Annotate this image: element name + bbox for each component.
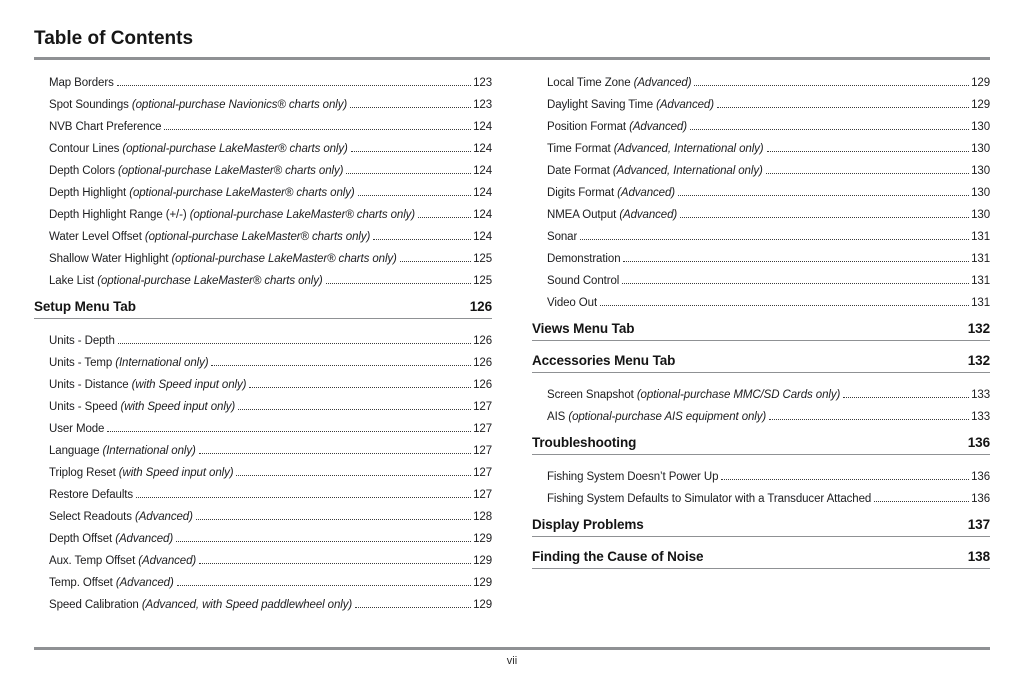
toc-entry-label: Triplog Reset (with Speed input only) (49, 467, 234, 479)
toc-entry-page: 125 (473, 253, 492, 265)
toc-entry-page: 126 (473, 335, 492, 347)
toc-section-label: Views Menu Tab (532, 321, 635, 336)
toc-entry-qualifier: (International only) (112, 357, 209, 369)
toc-entry-qualifier: (International only) (99, 445, 196, 457)
dot-leader (874, 501, 969, 502)
toc-entry-row (34, 177, 492, 199)
toc-section-label: Display Problems (532, 517, 644, 532)
dot-leader (199, 453, 471, 454)
dot-leader (249, 387, 471, 388)
dot-leader (680, 217, 969, 218)
toc-entry-label: Select Readouts (Advanced) (49, 511, 193, 523)
toc-entry-row (34, 111, 492, 133)
toc-entry-page: 127 (473, 401, 492, 413)
toc-entry-label: Screen Snapshot (optional-purchase MMC/SD Cards only) (547, 389, 841, 401)
toc-entry-page: 124 (473, 209, 492, 221)
toc-section-label: Finding the Cause of Noise (532, 549, 704, 564)
toc-entry-label: NMEA Output (Advanced) (547, 209, 678, 221)
toc-entry-qualifier: (optional-purchase MMC/SD Cards only) (633, 389, 841, 401)
dot-leader (164, 129, 471, 130)
toc-section-page: 132 (967, 353, 990, 368)
dot-leader (355, 607, 471, 608)
toc-entry-row (34, 501, 492, 523)
toc-entry-qualifier: (with Speed input only) (115, 467, 234, 479)
toc-entry-label: Aux. Temp Offset (Advanced) (49, 555, 197, 567)
toc-entry-page: 127 (473, 467, 492, 479)
toc-entry-qualifier: (optional-purchase LakeMaster® charts only) (168, 253, 397, 265)
toc-section-row (532, 321, 990, 341)
toc-entry-page: 128 (473, 511, 492, 523)
toc-entry-label: Depth Colors (optional-purchase LakeMaster® charts only) (49, 165, 344, 177)
toc-entry-row (34, 567, 492, 589)
toc-entry-label: Restore Defaults (49, 489, 134, 501)
toc-entry-label: Fishing System Doesn’t Power Up (547, 471, 719, 483)
toc-section-row (532, 549, 990, 569)
toc-entry-qualifier: (Advanced) (135, 555, 197, 567)
toc-entry-row (34, 325, 492, 347)
toc-entry-row (532, 67, 990, 89)
dot-leader (400, 261, 471, 262)
toc-entry-label: Units - Depth (49, 335, 115, 347)
dot-leader (236, 475, 471, 476)
toc-entry-page: 127 (473, 423, 492, 435)
toc-entry-row (532, 265, 990, 287)
toc-entry-row (532, 401, 990, 423)
toc-column-right (532, 67, 990, 611)
toc-entry-row (34, 479, 492, 501)
dot-leader (622, 283, 969, 284)
toc-section-label: Setup Menu Tab (34, 299, 136, 314)
toc-entry-row (532, 221, 990, 243)
toc-section-page: 138 (967, 549, 990, 564)
toc-entry-row (34, 243, 492, 265)
dot-leader (199, 563, 471, 564)
toc-entry-label: Time Format (Advanced, International only) (547, 143, 764, 155)
toc-entry-label: Date Format (Advanced, International only) (547, 165, 763, 177)
toc-entry-label: Video Out (547, 297, 598, 309)
toc-entry-row (532, 155, 990, 177)
toc-entry-qualifier: (optional-purchase AIS equipment only) (565, 411, 767, 423)
toc-entry-label: Depth Offset (Advanced) (49, 533, 174, 545)
dot-leader (107, 431, 471, 432)
toc-entry-qualifier: (Advanced, International only) (610, 143, 764, 155)
toc-entry-label: Fishing System Defaults to Simulator with a Transducer Attached (547, 493, 872, 505)
toc-entry-page: 129 (971, 77, 990, 89)
toc-entry-row (532, 483, 990, 505)
toc-entry-label: Daylight Saving Time (Advanced) (547, 99, 714, 111)
toc-entry-page: 129 (473, 555, 492, 567)
toc-entry-page: 136 (971, 493, 990, 505)
dot-leader (346, 173, 471, 174)
dot-leader (238, 409, 471, 410)
toc-entry-label: Language (International only) (49, 445, 196, 457)
toc-entry-page: 129 (473, 577, 492, 589)
toc-entry-page: 136 (971, 471, 990, 483)
toc-entry-label: Lake List (optional-purchase LakeMaster® charts only) (49, 275, 323, 287)
toc-entry-qualifier: (Advanced) (616, 209, 678, 221)
toc-section-page: 137 (967, 517, 990, 532)
toc-entry-page: 131 (971, 275, 990, 287)
dot-leader (843, 397, 969, 398)
toc-entry-page: 124 (473, 231, 492, 243)
toc-entry-row (34, 369, 492, 391)
toc-entry-qualifier: (Advanced, with Speed paddlewheel only) (138, 599, 353, 611)
toc-page (0, 28, 1024, 611)
toc-entry-qualifier: (Advanced) (630, 77, 692, 89)
toc-entry-label: AIS (optional-purchase AIS equipment only) (547, 411, 767, 423)
toc-entry-qualifier: (Advanced) (653, 99, 714, 111)
toc-entry-row (34, 133, 492, 155)
page-footer (34, 647, 990, 667)
toc-entry-label: User Mode (49, 423, 105, 435)
toc-entry-page: 130 (971, 187, 990, 199)
toc-section-row (532, 517, 990, 537)
toc-entry-qualifier: (optional-purchase Navionics® charts only) (128, 99, 348, 111)
toc-entry-row (34, 155, 492, 177)
toc-entry-row (532, 133, 990, 155)
toc-entry-qualifier: (optional-purchase LakeMaster® charts only) (186, 209, 416, 221)
toc-entry-label: Sonar (547, 231, 578, 243)
toc-entry-row (34, 347, 492, 369)
dot-leader (136, 497, 471, 498)
dot-leader (358, 195, 472, 196)
toc-entry-qualifier: (with Speed input only) (117, 401, 236, 413)
toc-entry-page: 127 (473, 445, 492, 457)
toc-entry-row (34, 435, 492, 457)
toc-entry-label: NVB Chart Preference (49, 121, 162, 133)
toc-entry-page: 129 (473, 533, 492, 545)
dot-leader (766, 173, 969, 174)
toc-entry-page: 123 (473, 77, 492, 89)
page-number: vii (506, 655, 518, 667)
toc-entry-row (532, 243, 990, 265)
toc-entry-row (532, 287, 990, 309)
toc-entry-page: 129 (971, 99, 990, 111)
toc-entry-label: Depth Highlight Range (+/-) (optional-purchase LakeMaster® charts only) (49, 209, 416, 221)
toc-entry-page: 130 (971, 165, 990, 177)
toc-entry-label: Digits Format (Advanced) (547, 187, 675, 199)
toc-entry-row (34, 265, 492, 287)
toc-entry-qualifier: (with Speed input only) (128, 379, 247, 391)
toc-entry-page: 124 (473, 165, 492, 177)
toc-entry-label: Contour Lines (optional-purchase LakeMaster® charts only) (49, 143, 348, 155)
toc-entry-row (34, 523, 492, 545)
toc-entry-row (532, 177, 990, 199)
toc-entry-row (532, 89, 990, 111)
toc-entry-label: Units - Distance (with Speed input only) (49, 379, 247, 391)
toc-section-label: Accessories Menu Tab (532, 353, 676, 368)
toc-entry-page: 133 (971, 389, 990, 401)
dot-leader (717, 107, 969, 108)
footer-rule (34, 647, 990, 650)
toc-entry-label: Temp. Offset (Advanced) (49, 577, 174, 589)
toc-columns (34, 67, 990, 611)
dot-leader (326, 283, 472, 284)
toc-entry-label: Units - Temp (International only) (49, 357, 209, 369)
toc-entry-qualifier: (optional-purchase LakeMaster® charts only) (114, 165, 344, 177)
toc-entry-qualifier: (optional-purchase LakeMaster® charts only) (126, 187, 355, 199)
toc-entry-label: Speed Calibration (Advanced, with Speed paddlewheel only) (49, 599, 353, 611)
toc-entry-row (34, 589, 492, 611)
toc-entry-row (34, 413, 492, 435)
toc-entry-qualifier: (Advanced) (112, 533, 174, 545)
toc-entry-page: 126 (473, 379, 492, 391)
toc-entry-row (34, 199, 492, 221)
toc-section-page: 136 (967, 435, 990, 450)
dot-leader (373, 239, 471, 240)
toc-entry-qualifier: (Advanced) (614, 187, 675, 199)
toc-entry-page: 130 (971, 143, 990, 155)
toc-column-left (34, 67, 492, 611)
toc-entry-label: Demonstration (547, 253, 621, 265)
toc-entry-row (34, 67, 492, 89)
dot-leader (678, 195, 969, 196)
dot-leader (177, 585, 471, 586)
toc-entry-page: 131 (971, 297, 990, 309)
toc-entry-qualifier: (Advanced, International only) (609, 165, 763, 177)
dot-leader (580, 239, 969, 240)
toc-entry-page: 124 (473, 121, 492, 133)
toc-entry-qualifier: (optional-purchase LakeMaster® charts only) (141, 231, 371, 243)
toc-entry-qualifier: (Advanced) (131, 511, 193, 523)
toc-entry-page: 127 (473, 489, 492, 501)
toc-entry-row (34, 545, 492, 567)
toc-entry-row (34, 391, 492, 413)
toc-entry-page: 125 (473, 275, 492, 287)
dot-leader (690, 129, 969, 130)
dot-leader (350, 107, 471, 108)
dot-leader (211, 365, 471, 366)
toc-entry-qualifier: (optional-purchase LakeMaster® charts only) (94, 275, 323, 287)
dot-leader (118, 343, 471, 344)
toc-section-row (532, 353, 990, 373)
toc-entry-label: Position Format (Advanced) (547, 121, 687, 133)
toc-entry-row (34, 89, 492, 111)
toc-entry-qualifier: (optional-purchase LakeMaster® charts only) (119, 143, 348, 155)
toc-entry-label: Units - Speed (with Speed input only) (49, 401, 236, 413)
dot-leader (351, 151, 471, 152)
toc-entry-row (34, 457, 492, 479)
toc-entry-row (532, 461, 990, 483)
toc-section-row (34, 299, 492, 319)
toc-entry-page: 126 (473, 357, 492, 369)
toc-entry-row (532, 379, 990, 401)
toc-entry-label: Water Level Offset (optional-purchase LakeMaster® charts only) (49, 231, 371, 243)
dot-leader (196, 519, 471, 520)
toc-entry-label: Spot Soundings (optional-purchase Navionics® charts only) (49, 99, 348, 111)
toc-entry-page: 130 (971, 209, 990, 221)
toc-entry-label: Map Borders (49, 77, 114, 89)
toc-entry-row (34, 221, 492, 243)
title-rule (34, 57, 990, 60)
toc-section-label: Troubleshooting (532, 435, 637, 450)
toc-entry-label: Local Time Zone (Advanced) (547, 77, 692, 89)
page-title: Table of Contents (34, 28, 194, 49)
toc-entry-page: 129 (473, 599, 492, 611)
toc-entry-page: 123 (473, 99, 492, 111)
toc-section-page: 132 (967, 321, 990, 336)
toc-entry-page: 131 (971, 231, 990, 243)
toc-entry-label: Depth Highlight (optional-purchase LakeMaster® charts only) (49, 187, 355, 199)
toc-entry-page: 124 (473, 143, 492, 155)
toc-entry-row (532, 111, 990, 133)
toc-entry-qualifier: (Advanced) (112, 577, 174, 589)
dot-leader (176, 541, 471, 542)
dot-leader (623, 261, 969, 262)
dot-leader (117, 85, 471, 86)
toc-entry-page: 124 (473, 187, 492, 199)
toc-entry-page: 133 (971, 411, 990, 423)
dot-leader (769, 419, 969, 420)
dot-leader (600, 305, 969, 306)
toc-entry-label: Shallow Water Highlight (optional-purchase LakeMaster® charts only) (49, 253, 397, 265)
dot-leader (721, 479, 969, 480)
toc-entry-label: Sound Control (547, 275, 620, 287)
dot-leader (767, 151, 970, 152)
toc-section-page: 126 (469, 299, 492, 314)
toc-entry-page: 131 (971, 253, 990, 265)
dot-leader (694, 85, 969, 86)
toc-entry-row (532, 199, 990, 221)
toc-entry-qualifier: (Advanced) (626, 121, 687, 133)
toc-entry-page: 130 (971, 121, 990, 133)
toc-section-row (532, 435, 990, 455)
dot-leader (418, 217, 471, 218)
